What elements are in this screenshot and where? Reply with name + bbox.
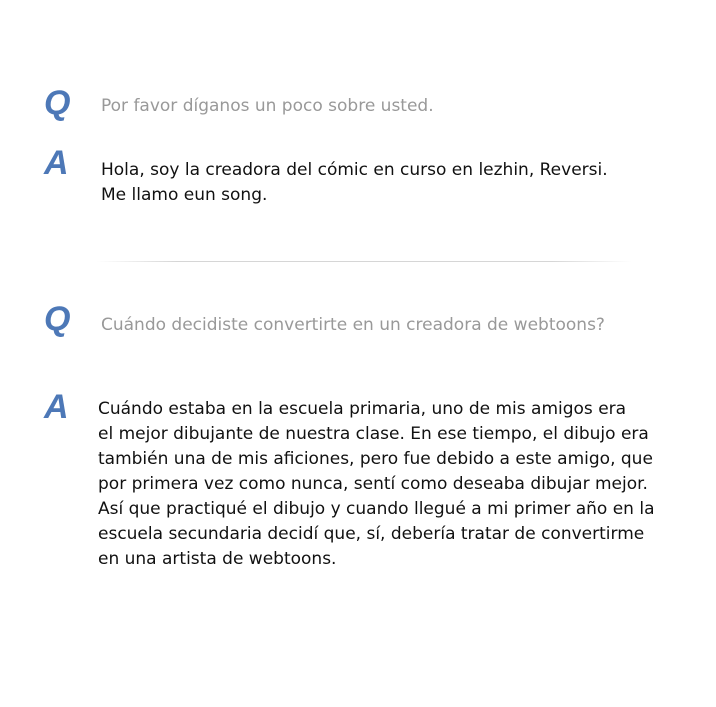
answer-2-line: escuela secundaria decidí que, sí, debería tratar de convertirme (98, 524, 645, 544)
a-marker-2: A (44, 388, 69, 426)
a-marker-1: A (44, 144, 69, 182)
answer-2-line: el mejor dibujante de nuestra clase. En ese tiempo, el dibujo era (98, 424, 649, 444)
answer-2-line: por primera vez como nunca, sentí como deseaba dibujar mejor. (98, 474, 648, 494)
question-1: Por favor díganos un poco sobre usted. (101, 96, 434, 116)
answer-2-line: también una de mis aficiones, pero fue debido a este amigo, que (98, 449, 653, 469)
q-marker-2: Q (44, 300, 71, 338)
question-2: Cuándo decidiste convertirte en un creadora de webtoons? (101, 315, 605, 335)
answer-1-line: Hola, soy la creadora del cómic en curso en lezhin, Reversi. (101, 160, 608, 180)
answer-2 (98, 397, 655, 572)
answer-1-line: Me llamo eun song. (101, 185, 268, 205)
answer-2-line: Así que practiqué el dibujo y cuando llegué a mi primer año en la (98, 499, 655, 519)
answer-2-line: en una artista de webtoons. (98, 549, 337, 569)
q-marker-1: Q (44, 84, 71, 122)
answer-2-line: Cuándo estaba en la escuela primaria, uno de mis amigos era (98, 399, 627, 419)
section-divider (97, 261, 632, 262)
answer-1 (101, 158, 608, 208)
